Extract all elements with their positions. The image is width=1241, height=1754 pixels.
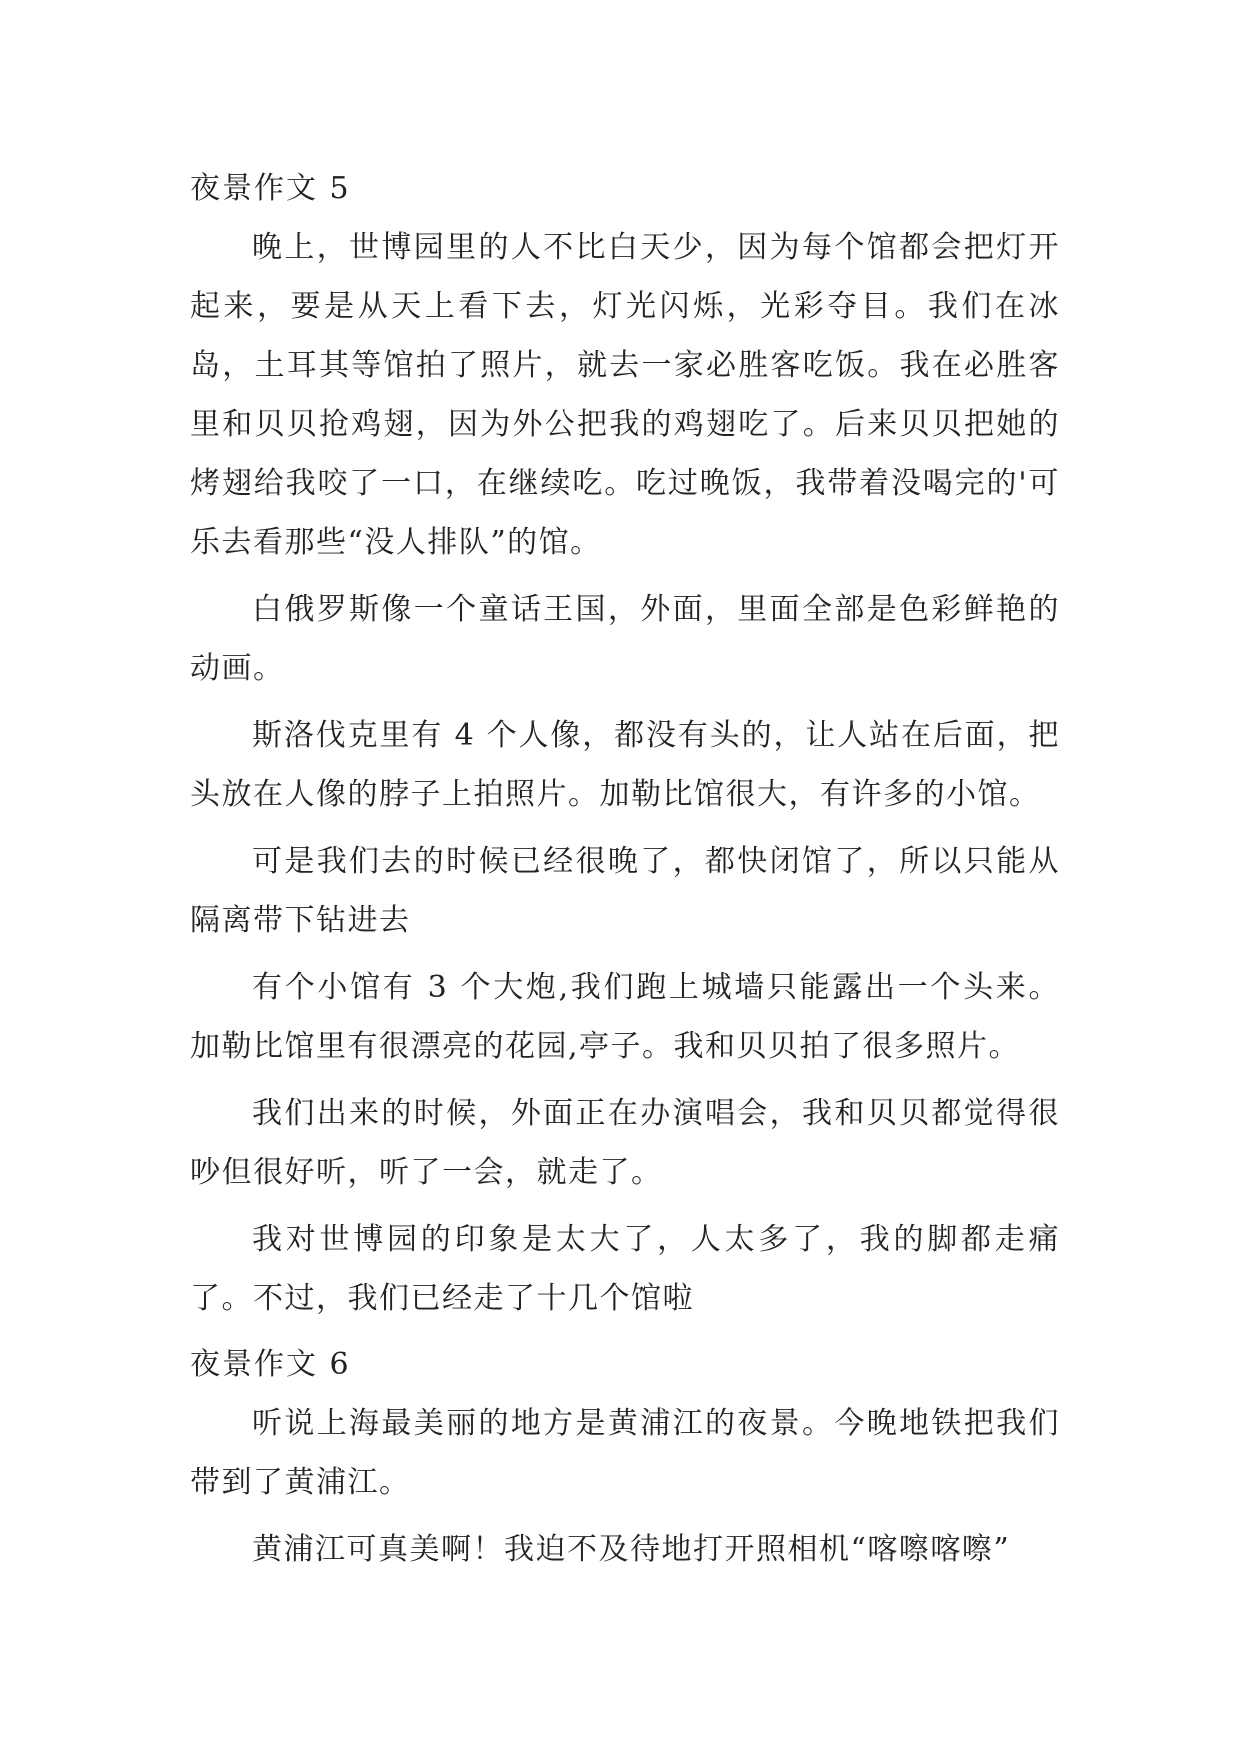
paragraph: 黄浦江可真美啊！我迫不及待地打开照相机“喀嚓喀嚓” [252, 1532, 1011, 1567]
paragraph: 我们出来的时候，外面正在办演唱会，我和贝贝都觉得很吵但很好听，听了一会，就走了。 [190, 1096, 1060, 1190]
document-page [190, 160, 1060, 1587]
paragraph: 我对世博园的印象是太大了，人太多了，我的脚都走痛了。不过，我们已经走了十几个馆啦 [190, 1222, 1060, 1316]
paragraph: 可是我们去的时候已经很晚了，都快闭馆了，所以只能从隔离带下钻进去 [190, 844, 1060, 938]
essay-title: 夜景作文 6 [190, 1347, 351, 1382]
paragraph: 白俄罗斯像一个童话王国，外面，里面全部是色彩鲜艳的动画。 [190, 592, 1060, 686]
essay-section-6 [190, 1336, 1060, 1579]
paragraph: 晚上，世博园里的人不比白天少，因为每个馆都会把灯开起来，要是从天上看下去，灯光闪烁，光彩夺目。我们在冰岛，土耳其等馆拍了照片，就去一家必胜客吃饭。我在必胜客里和贝贝抢鸡翅，因为外公把我的鸡翅吃了。后来贝贝把她的烤翅给我咬了一口，在继续吃。吃过晚饭，我带着没喝完的'可乐去看那些“没人排队”的馆。 [190, 230, 1060, 560]
paragraph: 听说上海最美丽的地方是黄浦江的夜景。今晚地铁把我们带到了黄浦江。 [190, 1406, 1060, 1500]
paragraph: 斯洛伐克里有 4 个人像，都没有头的，让人站在后面，把头放在人像的脖子上拍照片。加勒比馆很大，有许多的小馆。 [190, 718, 1060, 812]
essay-section-5 [190, 160, 1060, 1328]
essay-title: 夜景作文 5 [190, 171, 351, 206]
paragraph: 有个小馆有 3 个大炮,我们跑上城墙只能露出一个头来。加勒比馆里有很漂亮的花园,亭子。我和贝贝拍了很多照片。 [190, 970, 1060, 1064]
